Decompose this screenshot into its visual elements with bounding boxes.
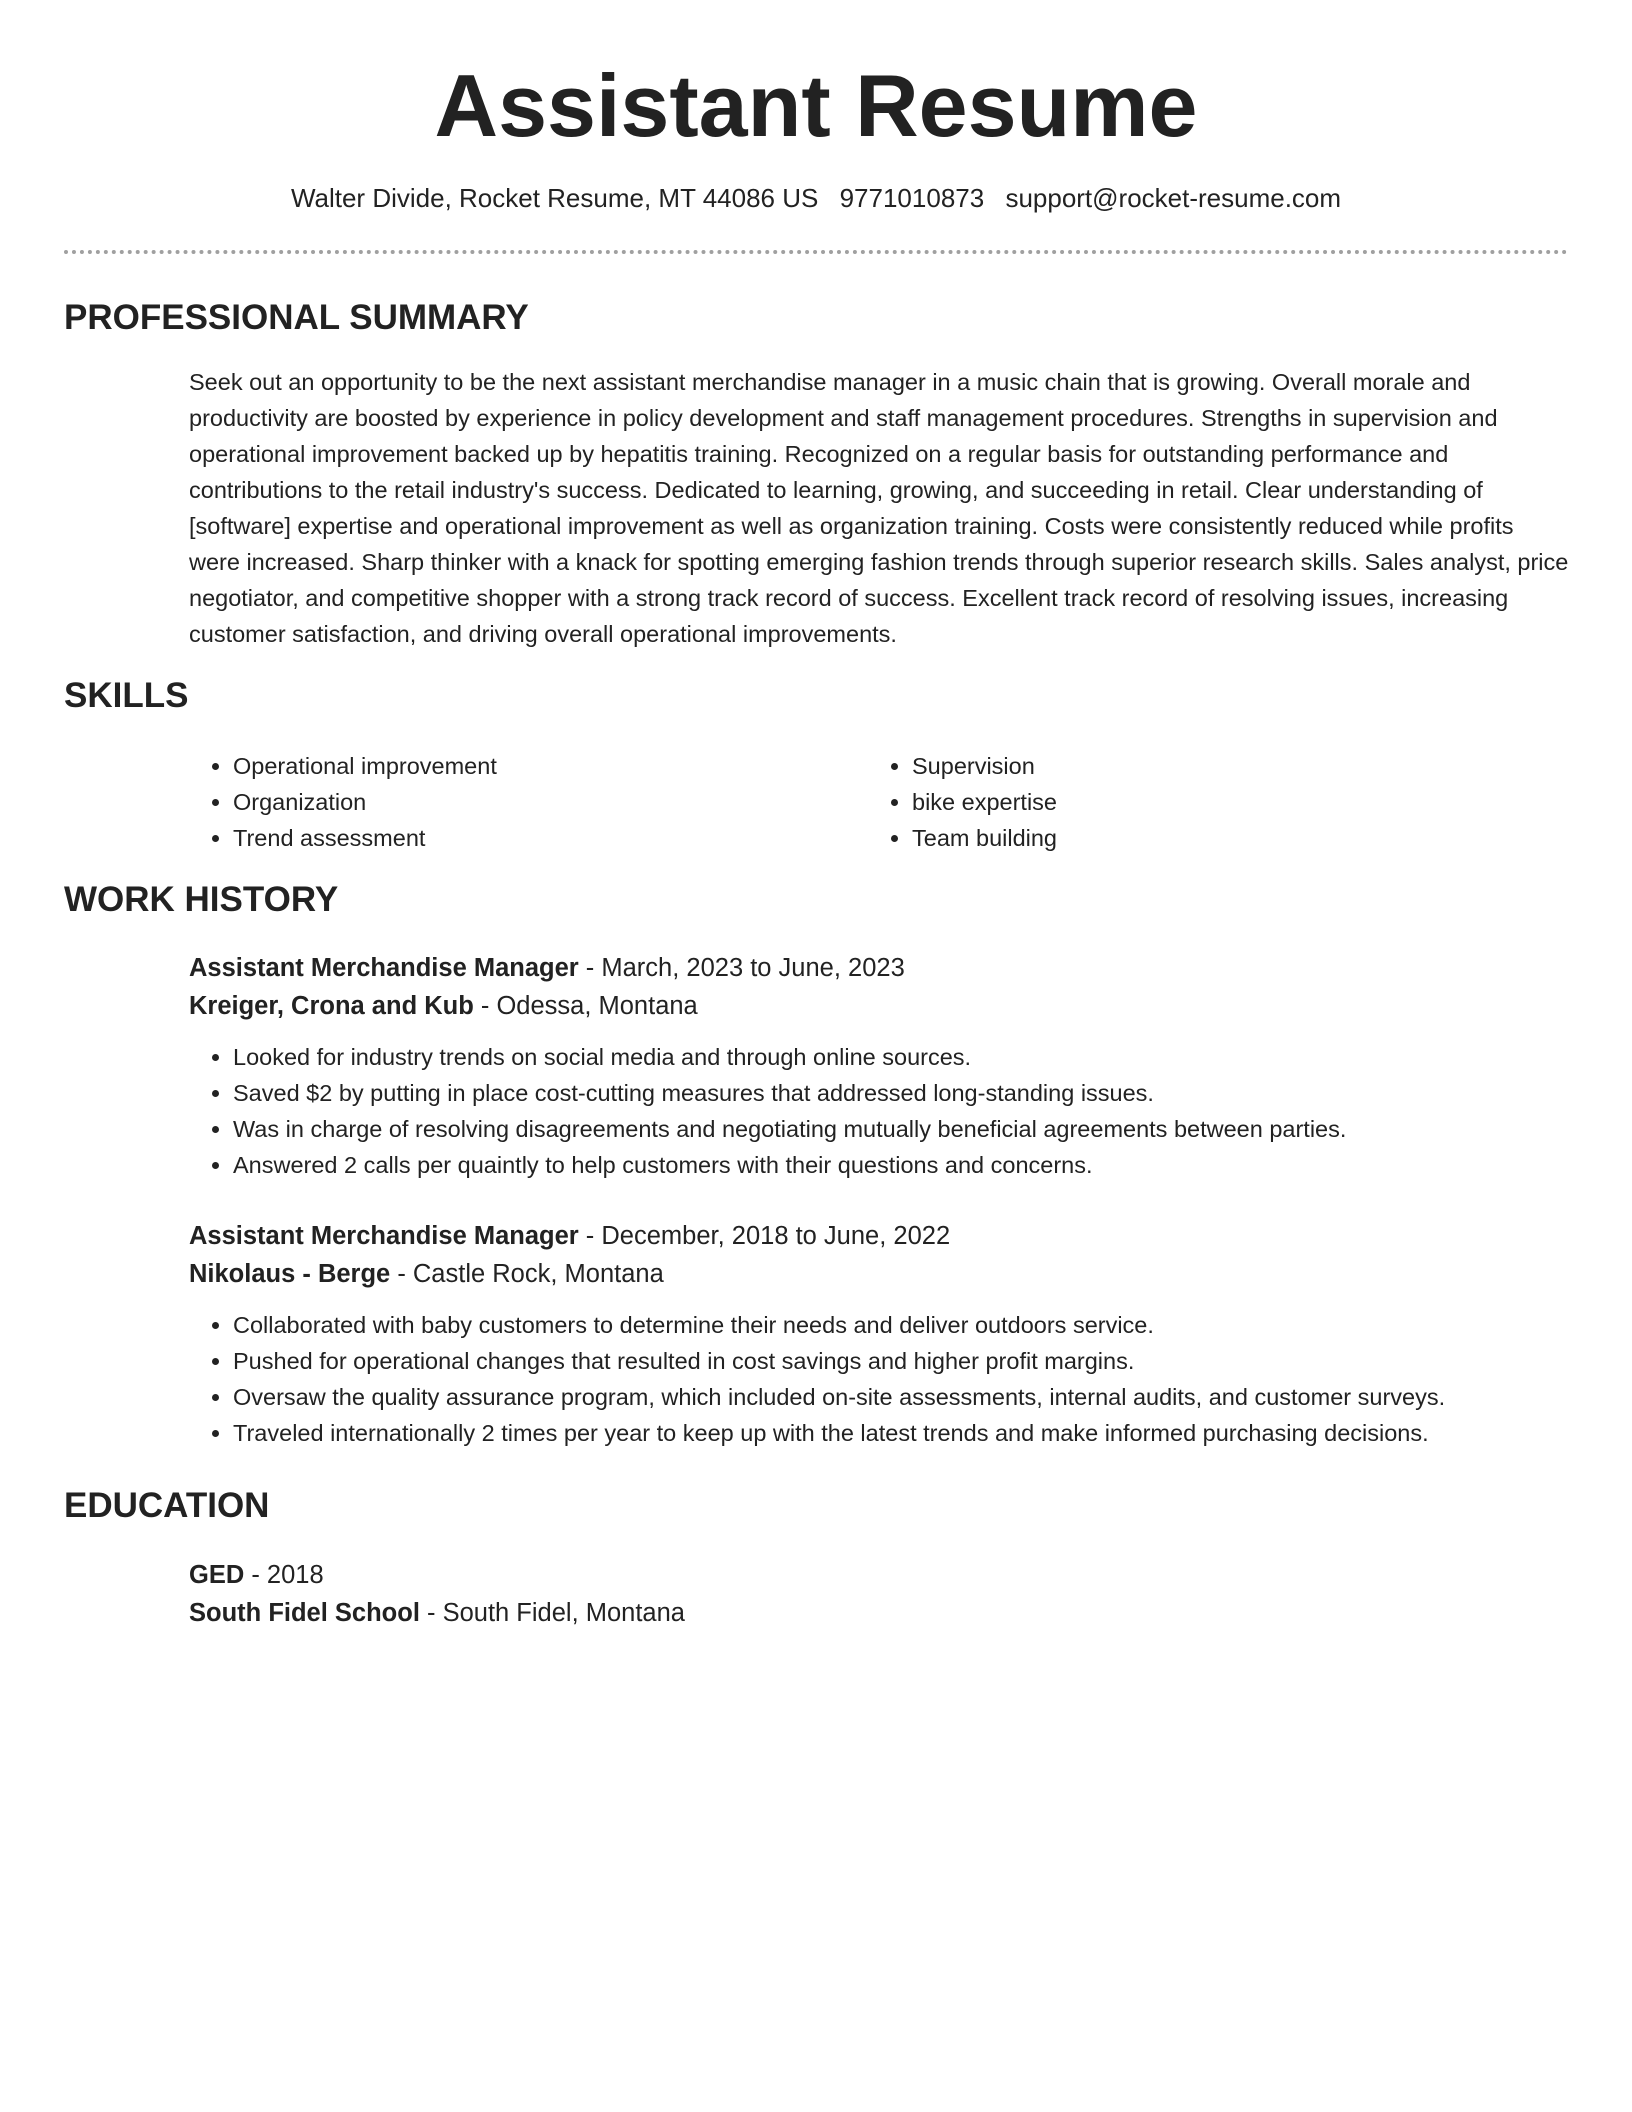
skills-column-left	[189, 748, 789, 856]
job-dates: - December, 2018 to June, 2022	[578, 1222, 951, 1250]
summary-heading: PROFESSIONAL SUMMARY	[64, 298, 529, 337]
job-bullet: • Pushed for operational changes that resulted in cost savings and higher profit margins.	[233, 1343, 1589, 1379]
job-title-line	[189, 949, 1589, 987]
job-title: Assistant Merchandise Manager	[189, 954, 579, 982]
job-bullet: • Collaborated with baby customers to determine their needs and deliver outdoors service.	[233, 1307, 1589, 1343]
contact-email: support@rocket-resume.com	[1005, 183, 1342, 213]
job-location: - Castle Rock, Montana	[390, 1260, 664, 1288]
skill-item: • Operational improvement	[233, 748, 789, 784]
job-title-line	[189, 1217, 1589, 1255]
job-bullet: • Saved $2 by putting in place cost-cutting measures that addressed long-standing issues.	[233, 1075, 1589, 1111]
skills-column-right	[868, 748, 1468, 856]
header-divider	[64, 250, 1568, 254]
job-company-line	[189, 987, 1589, 1025]
job-bullet: • Was in charge of resolving disagreements and negotiating mutually beneficial agreements between parties.	[233, 1111, 1589, 1147]
contact-phone: 9771010873	[839, 183, 985, 213]
skill-item: • Team building	[912, 820, 1468, 856]
skills-list-left	[189, 748, 789, 856]
contact-address: Walter Divide, Rocket Resume, MT 44086 US	[290, 183, 819, 213]
job-location: - Odessa, Montana	[473, 992, 698, 1020]
skills-heading: SKILLS	[64, 676, 189, 715]
skill-item: • Organization	[233, 784, 789, 820]
contact-line	[0, 180, 1632, 216]
education-school-line	[189, 1594, 1589, 1632]
job-company: Nikolaus - Berge	[189, 1260, 391, 1288]
work-heading: WORK HISTORY	[64, 880, 339, 919]
job-bullets	[189, 1039, 1589, 1183]
education-location: - South Fidel, Montana	[419, 1599, 685, 1627]
job-entry	[189, 949, 1589, 1183]
job-bullet: • Answered 2 calls per quaintly to help customers with their questions and concerns.	[233, 1147, 1589, 1183]
job-title: Assistant Merchandise Manager	[189, 1222, 579, 1250]
skill-item: • Trend assessment	[233, 820, 789, 856]
education-entry	[189, 1556, 1589, 1632]
summary-text: Seek out an opportunity to be the next assistant merchandise manager in a music chain that is growing. Overall morale and productivity are boosted by experience in policy development and staff management procedures. Strengths in supervision and operational improvement backed up by hepatitis training. Recognized on a regular basis for outstanding performance and contributions to the retail industry's success. Dedicated to learning, growing, and succeeding in retail. Clear understanding of [software] expertise and operational improvement as well as organization training. Costs were consistently reduced while profits were increased. Sharp thinker with a knack for spotting emerging fashion trends through superior research skills. Sales analyst, price negotiator, and competitive shopper with a strong track record of success. Excellent track record of resolving issues, increasing customer satisfaction, and driving overall operational improvements.	[189, 369, 1569, 647]
job-bullets	[189, 1307, 1589, 1451]
education-degree: GED	[189, 1561, 245, 1589]
resume-title: Assistant Resume	[434, 56, 1198, 155]
education-degree-line	[189, 1556, 1589, 1594]
job-bullet: • Oversaw the quality assurance program, which included on-site assessments, internal audits, and customer surveys.	[233, 1379, 1589, 1415]
skill-item: • bike expertise	[912, 784, 1468, 820]
job-bullet: • Traveled internationally 2 times per year to keep up with the latest trends and make informed purchasing decisions.	[233, 1415, 1589, 1451]
skills-list-right	[868, 748, 1468, 856]
skill-item: • Supervision	[912, 748, 1468, 784]
job-dates: - March, 2023 to June, 2023	[578, 954, 905, 982]
job-company-line	[189, 1255, 1589, 1293]
job-entry	[189, 1217, 1589, 1451]
education-heading: EDUCATION	[64, 1486, 270, 1525]
education-year: - 2018	[244, 1561, 324, 1589]
job-bullet: • Looked for industry trends on social media and through online sources.	[233, 1039, 1589, 1075]
education-school: South Fidel School	[189, 1599, 420, 1627]
job-company: Kreiger, Crona and Kub	[189, 992, 474, 1020]
